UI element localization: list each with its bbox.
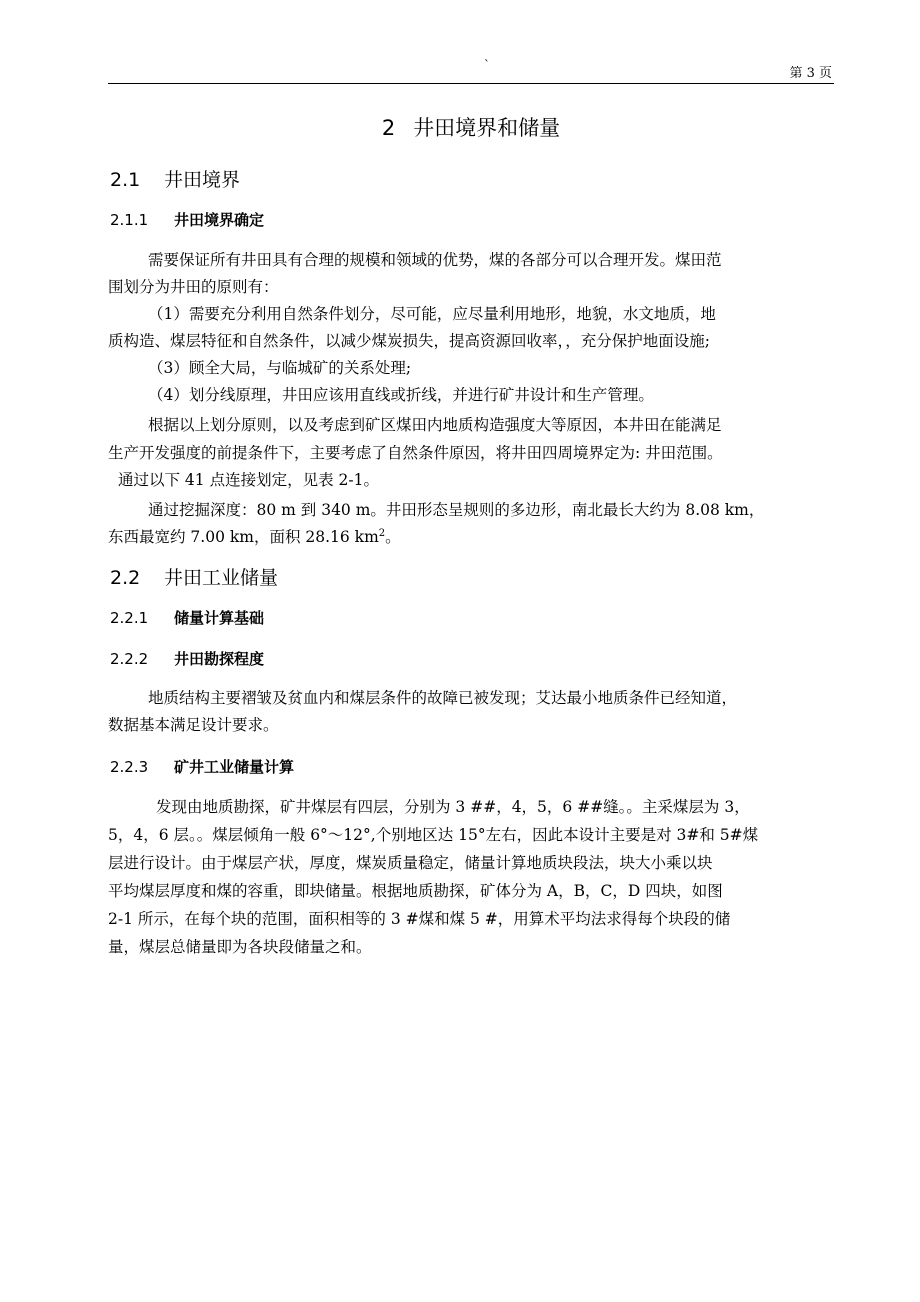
superscript: 2 [378, 527, 386, 539]
subsection-title: 井田勘探程度 [174, 650, 265, 668]
paragraph-line: 生产开发强度的前提条件下，主要考虑了自然条件原因，将井田四周境界定为: 井田范围。 [108, 444, 723, 462]
section-title: 井田工业储量 [164, 567, 279, 589]
header-mark: ` [484, 58, 490, 72]
section-number: 2.1 [110, 169, 141, 191]
paragraph-line: 层进行设计。由于煤层产状，厚度，煤炭质量稳定，储量计算地质块段法，块大小乘以块 [108, 854, 713, 872]
section-2-2-heading [110, 566, 278, 590]
paragraph-line [108, 526, 401, 548]
section-number: 2.2 [110, 567, 141, 589]
section-2-1-heading [110, 168, 240, 192]
section-2-2-1-heading [110, 608, 264, 628]
subsection-title: 矿井工业储量计算 [174, 758, 295, 776]
list-item-line: （3）顾全大局，与临城矿的关系处理; [148, 359, 412, 377]
paragraph-line: 围划分为井田的原则有： [108, 278, 279, 296]
chapter-title [108, 114, 834, 142]
subsection-number: 2.2.1 [110, 609, 149, 627]
list-item-line: 质构造、煤层特征和自然条件，以减少煤炭损失，提高资源回收率，，充分保护地面设施; [108, 332, 710, 350]
paragraph-line: 地质结构主要褶皱及贫血内和煤层条件的故障已被发现；艾达最小地质条件已经知道， [148, 689, 738, 707]
chapter-number: 2 [381, 116, 396, 140]
chapter-title-text: 井田境界和储量 [413, 116, 561, 140]
section-2-2-2-heading [110, 649, 264, 669]
list-item-line: （4）划分线原理，井田应该用直线或折线，并进行矿井设计和生产管理。 [148, 386, 654, 404]
subsection-title: 储量计算基础 [174, 609, 265, 627]
paragraph-line: 平均煤层厚度和煤的容重，即块储量。根据地质勘探，矿体分为 A，B，C，D 四块，如图 [108, 882, 723, 900]
section-2-1-1-heading [110, 210, 264, 230]
period: 。 [385, 528, 401, 546]
paragraph-line: 通过以下 41 点连接划定，见表 2-1。 [118, 471, 379, 489]
section-2-2-3-heading [110, 757, 294, 777]
paragraph-line: 需要保证所有井田具有合理的规模和领域的优势，煤的各部分可以合理开发。煤田范 [148, 251, 722, 269]
paragraph-line: 发现由地质勘探，矿井煤层有四层，分别为 3 ##，4，5，6 ##缝。。主采煤层为 3， [156, 798, 750, 816]
paragraph-line: 通过挖掘深度：80 m 到 340 m。井田形态呈规则的多边形，南北最长大约为 8.08 km， [148, 501, 765, 519]
subsection-title: 井田境界确定 [174, 211, 265, 229]
paragraph-line: 根据以上划分原则，以及考虑到矿区煤田内地质构造强度大等原因，本井田在能满足 [148, 416, 722, 434]
list-item-line: （1）需要充分利用自然条件划分，尽可能，应尽量利用地形，地貌，水文地质，地 [148, 305, 716, 323]
paragraph-line: 2-1 所示，在每个块的范围，面积相等的 3 #煤和煤 5 #，用算术平均法求得每个块段的储 [108, 910, 731, 928]
subsection-number: 2.2.2 [110, 650, 149, 668]
section-title: 井田境界 [164, 169, 241, 191]
paragraph-line: 量，煤层总储量即为各块段储量之和。 [108, 938, 372, 956]
subsection-number: 2.1.1 [110, 211, 149, 229]
page-number: 第 3 页 [789, 66, 832, 81]
header-rule [108, 83, 834, 84]
area-text: 东西最宽约 7.00 km，面积 28.16 km [108, 528, 379, 546]
paragraph-line: 数据基本满足设计要求。 [108, 716, 279, 734]
subsection-number: 2.2.3 [110, 758, 149, 776]
paragraph-line: 5，4，6 层。。煤层倾角一般 6°～12°,个别地区达 15°左右，因此本设计主要是对 3#和 5#煤 [108, 826, 759, 844]
